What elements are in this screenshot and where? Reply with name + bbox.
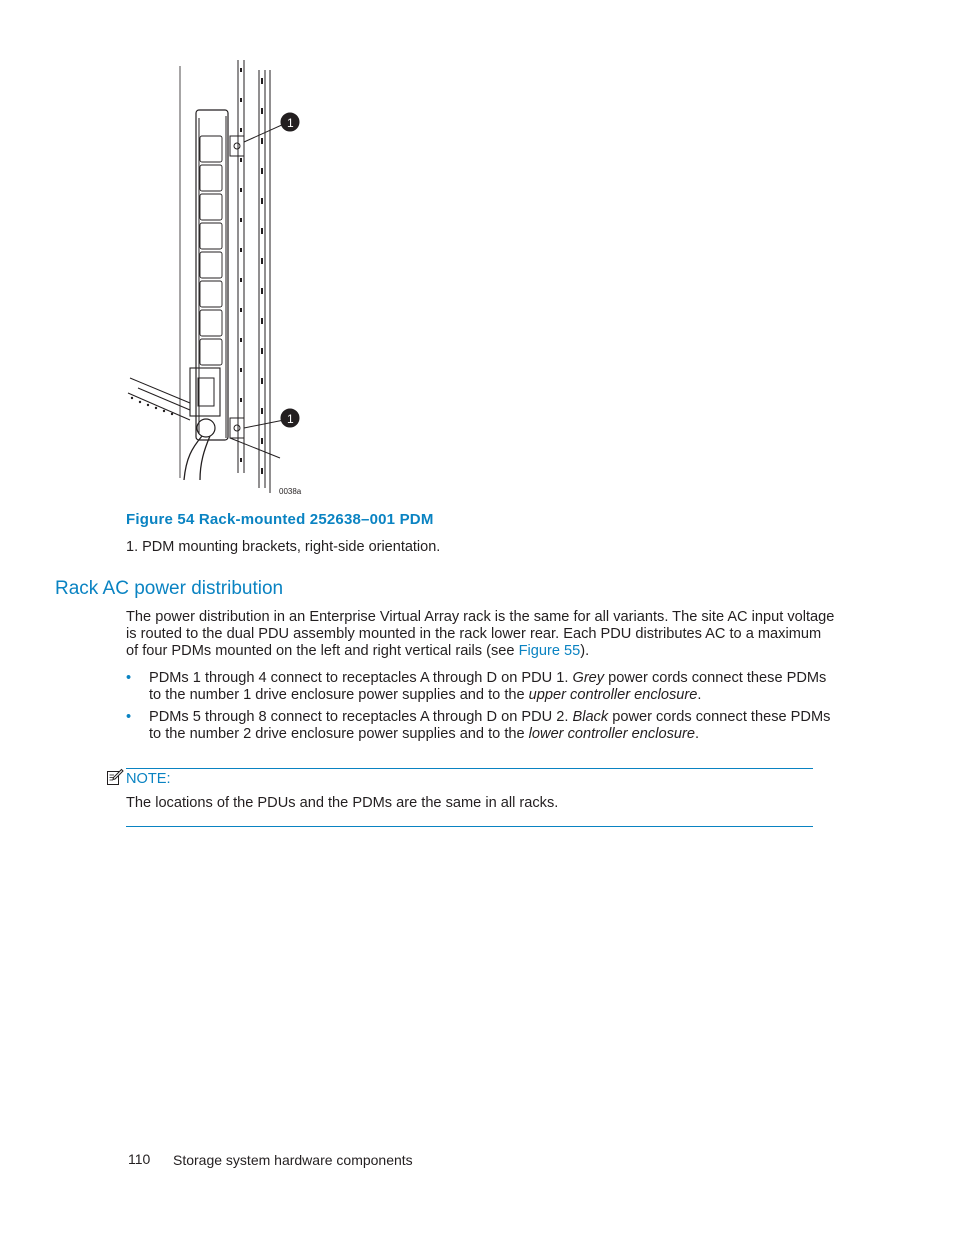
- bullet-emphasis: upper controller enclosure: [528, 687, 698, 703]
- pdm-rack-illustration: [120, 58, 320, 503]
- bullet-text: [149, 670, 836, 704]
- callout-marker: 1: [287, 412, 294, 426]
- bullet-text-part: PDMs 1 through 4 connect to receptacles A through D on PDU 1.: [149, 670, 573, 686]
- note-label: NOTE:: [126, 771, 171, 787]
- page-number: 110: [128, 1151, 151, 1167]
- figure-55-link[interactable]: Figure 55: [518, 643, 581, 659]
- bullet-emphasis: lower controller enclosure: [528, 726, 695, 742]
- note-top-divider: [126, 768, 813, 769]
- figure-callout-legend: 1. PDM mounting brackets, right-side orientation.: [126, 539, 441, 555]
- bullet-icon: •: [126, 709, 132, 725]
- section-heading: Rack AC power distribution: [55, 578, 284, 599]
- bullet-text-part: .: [694, 726, 700, 742]
- note-bottom-divider: [126, 826, 813, 827]
- bullet-icon: •: [126, 670, 132, 686]
- note-pencil-icon: [106, 768, 124, 786]
- bullet-text: [149, 709, 836, 743]
- intro-paragraph: [126, 609, 836, 660]
- figure-image-id: 0038a: [279, 487, 302, 496]
- bullet-emphasis: Grey: [572, 670, 605, 686]
- bullet-text-part: .: [697, 687, 702, 703]
- bullet-emphasis: Black: [572, 709, 609, 725]
- bullet-text-part: PDMs 5 through 8 connect to receptacles A through D on PDU 2.: [149, 709, 573, 725]
- bullet-text-part: power cords connect these PDMs to the number 2 drive enclosure power supplies and to the: [149, 709, 831, 742]
- callout-marker: 1: [287, 116, 294, 130]
- bullet-item: [126, 670, 836, 704]
- note-text: The locations of the PDUs and the PDMs are the same in all racks.: [126, 795, 559, 811]
- running-footer-title: Storage system hardware components: [173, 1152, 413, 1168]
- bullet-text-part: power cords connect these PDMs to the number 1 drive enclosure power supplies and to the: [149, 670, 827, 703]
- figure-caption: Figure 54 Rack-mounted 252638–001 PDM: [126, 511, 434, 528]
- intro-text-after-link: ).: [580, 643, 590, 659]
- bullet-item: [126, 709, 836, 743]
- intro-text-before-link: The power distribution in an Enterprise Virtual Array rack is the same for all variants. The site AC input voltage is routed to the dual PDU assembly mounted in the rack lower rear. Each PDU distributes AC to a maximum of four PDMs mounted on the left and right vertical rails (see: [126, 609, 835, 659]
